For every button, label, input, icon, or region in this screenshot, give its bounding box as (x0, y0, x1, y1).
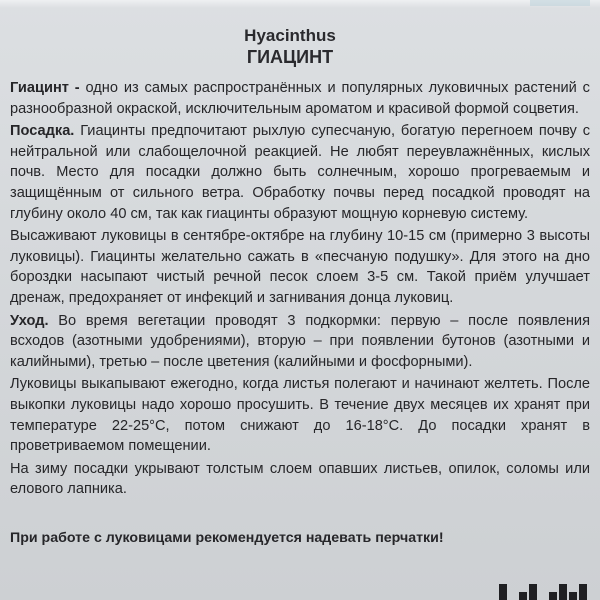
qr-code-icon (499, 584, 589, 600)
paragraph-planting (10, 121, 590, 224)
paragraph-intro (10, 78, 590, 119)
paragraph-text: Высаживают луковицы в сентябре-октябре на глубину 10-15 см (примерно 3 высоты луковицы). Гиацинты желательно сажать в «песчаную подушку». Для этого на дно бороздки насыпают чистый речной песок слоем 3-5 см. Такой приём улучшает дренаж, предохраняет от инфекций и загнивания донца луковиц. (10, 228, 590, 306)
gloves-warning: При работе с луковицами рекомендуется надевать перчатки! (10, 530, 444, 546)
paragraph-lead: Посадка. (10, 123, 75, 140)
paragraph-care (10, 311, 590, 373)
paragraph-planting-depth (10, 226, 590, 308)
russian-title: ГИАЦИНТ (246, 47, 334, 67)
paragraph-storage (10, 374, 590, 456)
paragraph-lead: Уход. (10, 312, 49, 329)
paragraph-winter (10, 459, 590, 500)
latin-title: Hyacinthus (244, 26, 336, 45)
description-text (10, 78, 590, 502)
paragraph-text: Луковицы выкапывают ежегодно, когда листья полегают и начинают желтеть. После выкопки луковицы надо хорошо просушить. В течение двух месяцев их хранят при температуре 22-25°С, потом снижают до 16-18°С. До посадки хранят в проветриваемом помещении. (10, 376, 590, 455)
paragraph-text: На зиму посадки укрывают толстым слоем опавших листьев, опилок, соломы или елового лапника. (10, 460, 590, 498)
paragraph-text: одно из самых распространённых и популярных луковичных растений с разнообразной окраской, исключительным ароматом и красивой формой соцветия. (10, 80, 590, 117)
paragraph-text: Во время вегетации проводят 3 подкормки: первую – после появления всходов (азотными удобрениями), вторую – при появлении бутонов (азотными и калийными), третью – после цветения (калийными и фосфорными). (10, 312, 590, 370)
title-block (0, 26, 580, 68)
paragraph-lead: Гиацинт - (10, 80, 80, 96)
paragraph-text: Гиацинты предпочитают рыхлую супесчаную, богатую перегноем почву с нейтральной или слабощелочной реакцией. Не любят переувлажнённых, кислых почв. Место для посадки должно быть солнечным, хорошо прогреваемым и защищённым от сильного ветра. Обработку почвы перед посадкой проводят на глубину около 40 см, так как гиацинты образуют мощную корневую систему. (10, 123, 590, 222)
